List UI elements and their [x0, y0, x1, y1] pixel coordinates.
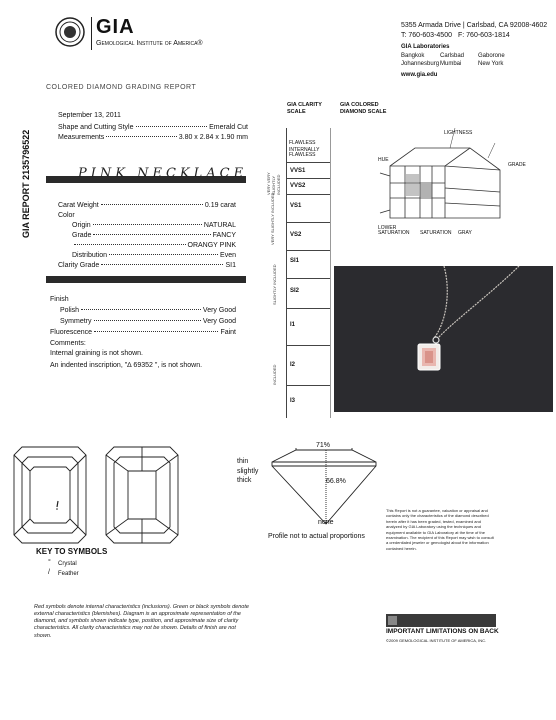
origin-value: NATURAL [203, 222, 236, 229]
clarity-scale-axis-right [330, 128, 331, 418]
disclaimer-text: This Report is not a guarantee, valuation or appraisal and contains only the characteristics of the diamond described herein after it has been graded, tested, examined and analyzed by GIA Laboratory using the techniques and equipment available to GIA Laboratory at the time of the examination. The recipient of this Report may wish to consult a credentialed jeweler or gemologist about the information contained herein. [386, 508, 494, 551]
polish-label: Polish [60, 307, 80, 314]
group-vsi: VERY SLIGHTLY INCLUDED [270, 192, 275, 245]
clarity-scale-title: GIA CLARITY SCALE [287, 102, 322, 115]
group-included: INCLUDED [272, 364, 277, 385]
fluorescence-row [50, 329, 236, 336]
leader-dots [93, 224, 202, 225]
color-label-saturation: SATURATION [420, 230, 452, 236]
girdle-slightly: slightly [237, 468, 259, 475]
key-note: Red symbols denote internal characteristics (inclusions). Green or black symbols denote external characteristics (blemishes). Diagram is an approximate representation of the diamond, and symbols shown indicate type, position, and approximate size of clarity characteristics. All clarity characteristics may not be shown. Details of finish are not shown. [34, 604, 249, 639]
scale-tick [286, 162, 330, 163]
scale-tick [286, 278, 330, 279]
hologram-icon [388, 616, 397, 625]
finish-label: Finish [50, 296, 69, 303]
key-feather: Feather [58, 571, 79, 577]
grade-vvs2: VVS2 [290, 183, 306, 189]
grade-label: Grade [72, 232, 92, 239]
comment-2: An indented inscription, "∆ 69352 ", is not shown. [50, 362, 203, 369]
proportions-diagram [270, 448, 380, 526]
color-scale-title: GIA COLORED DIAMOND SCALE [340, 102, 387, 115]
comments-label: Comments: [50, 340, 86, 347]
shape-value: Emerald Cut [209, 124, 248, 131]
fluorescence-label: Fluorescence [50, 329, 93, 336]
leader-dots [136, 126, 208, 127]
lab-mumbai: Mumbai [440, 61, 462, 67]
copyright: ©2009 GEMOLOGICAL INSTITUTE OF AMERICA, INC. [386, 638, 487, 643]
shape-label: Shape and Cutting Style [58, 124, 134, 131]
group-vvsi: VERY VERY SLIGHTLY INCLUDED [266, 172, 281, 195]
website: www.gia.edu [401, 72, 438, 78]
symmetry-label: Symmetry [60, 318, 92, 325]
logo-text: GIA [96, 16, 135, 38]
logo-divider [91, 17, 92, 50]
shape-row [58, 124, 248, 131]
security-strip [386, 614, 496, 627]
key-title: KEY TO SYMBOLS [36, 547, 108, 556]
color-scale-diagram [360, 128, 520, 228]
leader-dots [109, 254, 218, 255]
clarity-value: SI1 [225, 262, 236, 269]
report-title: COLORED DIAMOND GRADING REPORT [46, 84, 197, 91]
scale-tick [286, 250, 330, 251]
leader-dots [101, 264, 223, 265]
gia-seal-logo [55, 17, 85, 47]
comment-1: Internal graining is not shown. [50, 350, 143, 357]
measurements-label: Measurements [58, 134, 105, 141]
grade-vvs1: VVS1 [290, 168, 306, 174]
grade-vs2: VS2 [290, 232, 302, 238]
lab-carlsbad: Carlsbad [440, 53, 465, 59]
distribution-value: Even [220, 252, 236, 259]
clarity-row [58, 262, 236, 269]
grade-i3: I3 [290, 398, 296, 404]
color-label-lightness: LIGHTNESS [444, 130, 473, 136]
color-label-grade: GRADE [508, 162, 526, 168]
origin-row [72, 222, 236, 229]
plot-diagram-crown [12, 445, 88, 545]
girdle-thin: thin [237, 458, 249, 465]
color-label-hue: HUE [378, 157, 389, 163]
leader-dots [81, 309, 201, 310]
origin-label: Origin [72, 222, 91, 229]
header-address: 5355 Armada Drive | Carlsbad, CA 92008-4602 [401, 22, 548, 29]
fluorescence-value: Faint [220, 329, 236, 336]
carat-value: 0.19 carat [204, 202, 236, 209]
lab-gaborone: Gaborone [478, 53, 505, 59]
scale-tick [286, 222, 330, 223]
crystal-symbol: ° [48, 559, 51, 566]
grade-i2: I2 [290, 362, 296, 368]
color-label: Color [58, 212, 75, 219]
leader-dots [106, 136, 176, 137]
distribution-label: Distribution [72, 252, 108, 259]
grade-row [72, 232, 236, 239]
measurements-value: 3.80 x 2.84 x 1.90 mm [178, 134, 248, 141]
polish-row [60, 307, 236, 314]
header-phone: T: 760-603-4500 [401, 32, 452, 39]
header-fax: F: 760-603-1814 [458, 32, 510, 39]
measurements-row [58, 134, 248, 141]
leader-dots [94, 320, 201, 321]
scale-tick [286, 194, 330, 195]
hue-row [72, 242, 236, 249]
table-percent: 71% [316, 442, 331, 449]
important-limitations: IMPORTANT LIMITATIONS ON BACK [386, 628, 499, 635]
color-label-lower-sat: LOWER SATURATION [378, 225, 410, 236]
feather-symbol: / [48, 569, 50, 576]
leader-dots [93, 234, 210, 235]
report-number-vertical: GIA REPORT 2135796522 [21, 129, 31, 238]
clarity-scale-axis [286, 128, 287, 418]
scale-tick [286, 345, 330, 346]
culet-size: none [318, 519, 334, 526]
section-bar-mid [46, 276, 246, 283]
key-crystal: Crystal [58, 561, 77, 567]
grade-si1: SI1 [290, 258, 300, 264]
leader-dots [74, 244, 186, 245]
clarity-label: Clarity Grade [58, 262, 100, 269]
lab-johannesburg: Johannesburg [401, 61, 440, 67]
polish-value: Very Good [202, 307, 236, 314]
lab-bangkok: Bangkok [401, 53, 425, 59]
grade-value: FANCY [212, 232, 236, 239]
grade-vs1: VS1 [290, 203, 302, 209]
labs-title: GIA Laboratories [401, 44, 450, 50]
proportions-note: Profile not to actual proportions [268, 533, 365, 540]
grade-if: INTERNALLY FLAWLESS [289, 147, 320, 158]
carat-label: Carat Weight [58, 202, 99, 209]
grade-i1: I1 [290, 322, 296, 328]
symmetry-value: Very Good [202, 318, 236, 325]
scale-tick [286, 178, 330, 179]
plot-diagram-pavilion [104, 445, 180, 545]
distribution-row [72, 252, 236, 259]
leader-dots [101, 204, 203, 205]
handwritten-note: PINK NECKLACE [78, 166, 248, 181]
lab-new-york: New York [478, 61, 504, 67]
leader-dots [94, 331, 218, 332]
carat-row [58, 202, 236, 209]
institute-name: Gemological Institute of America® [96, 40, 203, 47]
scale-tick [286, 385, 330, 386]
hue-value: ORANGY PINK [187, 242, 236, 249]
symmetry-row [60, 318, 236, 325]
color-label-gray: GRAY [458, 230, 472, 236]
grade-fl: FLAWLESS [289, 140, 316, 146]
necklace-photo [334, 266, 553, 412]
report-date: September 13, 2011 [58, 112, 121, 119]
grade-si2: SI2 [290, 288, 300, 294]
girdle-thick: thick [237, 477, 252, 484]
group-si: SLIGHTLY INCLUDED [272, 264, 277, 305]
scale-tick [286, 308, 330, 309]
depth-percent: 66.8% [326, 478, 346, 485]
